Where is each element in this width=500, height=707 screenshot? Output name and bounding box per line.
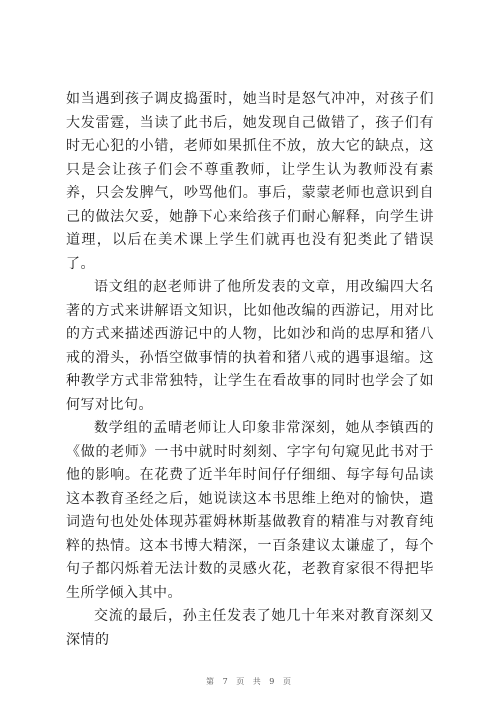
- paragraph-1: 如当遇到孩子调皮捣蛋时，她当时是怒气冲冲，对孩子们大发雷霆，当读了此书后，她发现自己做错了，孩子们有时无心犯的小错，老师如果抓住不放，放大它的缺点，这只是会让孩子们会不尊重教师，让学生认为教师没有素养，只会发脾气，吵骂他们。事后，蒙蒙老师也意识到自己的做法欠妥，她静下心来给孩子们耐心解释，向学生讲道理，以后在美术课上学生们就再也没有犯类此了错误了。: [66, 91, 434, 272]
- paragraph-3: 数学组的孟晴老师让人印象非常深刻，她从李镇西的《做的老师》一书中就时时刻刻、字字句句窥见此书对于他的影响。在花费了近半年时间仔仔细细、每字每句品读这本教育圣经之后，她说读这本书思维上绝对的愉快，遣词造句也处处体现苏霍姆林斯基做教育的精准与对教育纯粹的热情。这本书博大精深，一百条建议太谦虚了，每个句子都闪烁着无法计数的灵感火花，老教育家很不得把毕生所学倾入其中。: [66, 420, 434, 601]
- page-number-footer: 第 7 页 共 9 页: [206, 677, 294, 686]
- document-body: [66, 88, 434, 652]
- paragraph-2: 语文组的赵老师讲了他所发表的文章，用改编四大名著的方式来讲解语文知识，比如他改编的西游记，用对比的方式来描述西游记中的人物，比如沙和尚的忠厚和猪八戒的滑头，孙悟空做事情的执着和猪八戒的遇事退缩。这种教学方式非常独特，让学生在看故事的同时也学会了如何写对比句。: [66, 279, 434, 413]
- paragraph-4: 交流的最后，孙主任发表了她几十年来对教育深刻又深情的: [66, 608, 434, 648]
